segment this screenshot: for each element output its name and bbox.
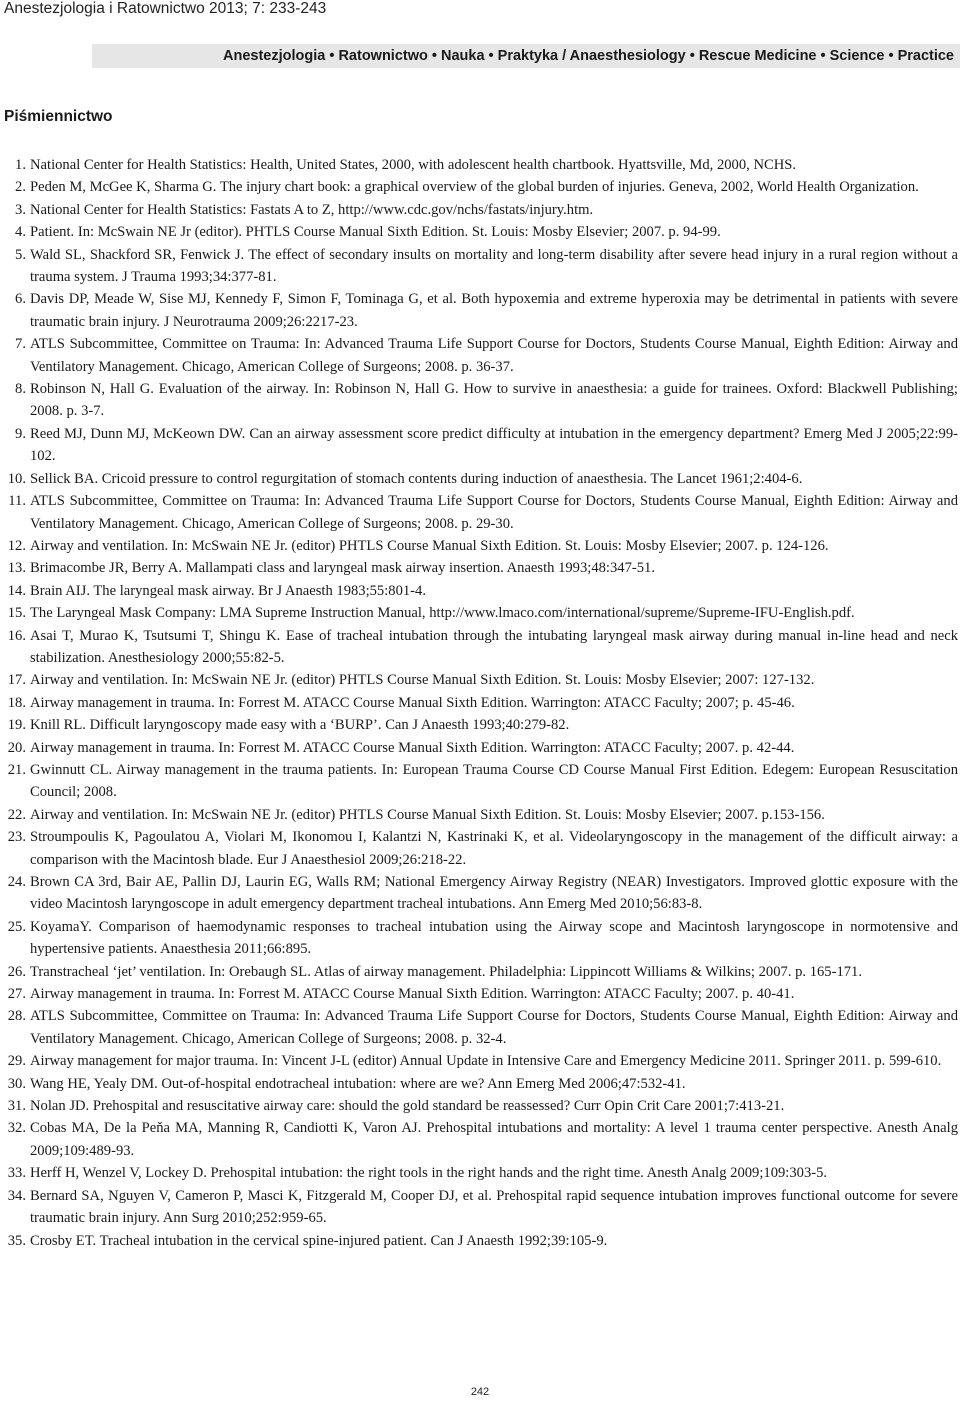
reference-number: 24. <box>7 874 26 890</box>
reference-text: Knill RL. Difficult laryngoscopy made easy with a ‘BURP’. Can J Anaesth 1993;40:279-82. <box>30 717 570 734</box>
reference-text: Asai T, Murao K, Tsutsumi T, Shingu K. Ease of tracheal intubation through the intubating laryngeal mask airway during manual in-line head and neck stabilization. Anesthesiology 2000;55:82-5. <box>30 627 958 666</box>
reference-item <box>0 759 960 804</box>
reference-text: Airway and ventilation. In: McSwain NE Jr. (editor) PHTLS Course Manual Sixth Edition. St. Louis: Mosby Elsevier; 2007. p. 124-126. <box>30 537 829 554</box>
reference-text: Airway management in trauma. In: Forrest M. ATACC Course Manual Sixth Edition. Warrington: ATACC Faculty; 2007. p. 40-41. <box>30 986 795 1003</box>
reference-number: 3. <box>15 201 26 218</box>
reference-text: The Laryngeal Mask Company: LMA Supreme Instruction Manual, http://www.lmaco.com/international/supreme/Supreme-IFU-English.pdf. <box>30 605 855 622</box>
reference-item <box>0 199 960 221</box>
journal-citation: Anestezjologia i Ratownictwo 2013; 7: 233-243 <box>4 0 327 17</box>
reference-text: ATLS Subcommittee, Committee on Trauma: In: Advanced Trauma Life Support Course for Doctors, Students Course Manual, Eighth Edition: Airway and Ventilatory Management. Chicago, American College of Surgeons; 2008. p. 29-30. <box>30 493 958 532</box>
reference-text: National Center for Health Statistics: Fastats A to Z, http://www.cdc.gov/nchs/fastats/injury.htm. <box>30 201 594 218</box>
reference-number: 14. <box>7 582 26 599</box>
reference-number: 32. <box>7 1120 26 1137</box>
reference-item <box>0 916 960 961</box>
reference-item <box>0 378 960 423</box>
page-number: 242 <box>470 1386 490 1398</box>
reference-text: Bernard SA, Nguyen V, Cameron P, Masci K, Fitzgerald M, Cooper DJ, et al. Prehospital rapid sequence intubation improves functional outcome for severe traumatic brain injury. Ann Surg 2010;252:959-65. <box>30 1187 958 1227</box>
reference-number: 29. <box>7 1053 26 1070</box>
reference-list <box>0 154 960 1252</box>
reference-text: Transtracheal ‘jet’ ventilation. In: Orebaugh SL. Atlas of airway management. Philadelphia: Lippincott Williams & Wilkins; 2007. p. 165-171. <box>30 963 862 980</box>
reference-text: Sellick BA. Cricoid pressure to control regurgitation of stomach contents during induction of anaesthesia. The Lancet 1961;2:404-6. <box>30 470 803 487</box>
reference-item <box>0 625 960 670</box>
reference-number: 7. <box>15 336 26 353</box>
reference-item <box>0 1050 960 1072</box>
reference-item <box>0 1185 960 1230</box>
reference-number: 19. <box>7 717 26 734</box>
reference-text: Brimacombe JR, Berry A. Mallampati class and laryngeal mask airway insertion. Anaesth 1993;48:347-51. <box>30 560 655 577</box>
reference-number: 18. <box>7 694 26 711</box>
reference-item <box>0 737 960 759</box>
reference-number: 15. <box>7 605 26 622</box>
reference-item <box>0 961 960 983</box>
reference-item <box>0 692 960 714</box>
reference-text: Brown CA 3rd, Bair AE, Pallin DJ, Laurin EG, Walls RM; National Emergency Airway Registry (NEAR) Investigators. Improved glottic exposure with the video Macintosh laryngoscope in adult emergency department tracheal intubations. Ann Emerg Med 2010;56:83-8. <box>30 874 958 913</box>
reference-item <box>0 535 960 557</box>
reference-text: KoyamaY. Comparison of haemodynamic responses to tracheal intubation using the Airway scope and Macintosh laryngoscope in normotensive and hypertensive patients. Anaesthesia 2011;66:895. <box>30 918 958 958</box>
reference-text: Airway and ventilation. In: McSwain NE Jr. (editor) PHTLS Course Manual Sixth Edition. St. Louis: Mosby Elsevier; 2007. p.153-156. <box>30 806 825 823</box>
reference-number: 9. <box>15 425 26 442</box>
reference-number: 28. <box>7 1008 26 1025</box>
reference-text: ATLS Subcommittee, Committee on Trauma: In: Advanced Trauma Life Support Course for Doctors, Students Course Manual, Eighth Edition: Airway and Ventilatory Management. Chicago, American College of Surgeons; 2008. p. 36-37. <box>30 336 958 375</box>
reference-number: 10. <box>7 470 26 487</box>
reference-text: Cobas MA, De la Peňa MA, Manning R, Candiotti K, Varon AJ. Prehospital intubations and mortality: A level 1 trauma center perspective. Anesth Analg 2009;109:489-93. <box>30 1120 958 1159</box>
reference-item <box>0 333 960 378</box>
reference-item <box>0 1162 960 1184</box>
reference-item <box>0 154 960 176</box>
section-title: Piśmiennictwo <box>4 108 113 125</box>
reference-number: 26. <box>7 963 26 980</box>
reference-number: 2. <box>15 179 26 196</box>
reference-number: 13. <box>7 560 26 577</box>
reference-item <box>0 871 960 916</box>
reference-item <box>0 983 960 1005</box>
reference-number: 27. <box>7 986 26 1003</box>
reference-text: Brain AIJ. The laryngeal mask airway. Br J Anaesth 1983;55:801-4. <box>30 582 426 599</box>
reference-number: 8. <box>15 381 26 398</box>
reference-number: 30. <box>7 1075 26 1092</box>
journal-banner: Anestezjologia • Ratownictwo • Nauka • Praktyka / Anaesthesiology • Rescue Medicine • Science • Practice <box>92 44 960 68</box>
reference-item <box>0 602 960 624</box>
reference-number: 35. <box>7 1232 26 1249</box>
reference-item <box>0 176 960 198</box>
reference-text: Stroumpoulis K, Pagoulatou A, Violari M, Ikonomou I, Kalantzi N, Kastrinaki K, et al. Videolaryngoscopy in the management of the difficult airway: a comparison with the Macintosh blade. Eur J Anaesthesiol 2009;26:218-22. <box>30 829 958 868</box>
reference-text: Wang HE, Yealy DM. Out-of-hospital endotracheal intubation: where are we? Ann Emerg Med 2006;47:532-41. <box>30 1075 686 1092</box>
reference-item <box>0 804 960 826</box>
reference-text: National Center for Health Statistics: Health, United States, 2000, with adolescent health chartbook. Hyattsville, Md, 2000, NCHS. <box>30 157 797 173</box>
reference-item <box>0 1005 960 1050</box>
reference-item <box>0 468 960 490</box>
reference-item <box>0 1095 960 1117</box>
reference-number: 21. <box>7 761 26 778</box>
reference-text: Reed MJ, Dunn MJ, McKeown DW. Can an airway assessment score predict difficulty at intubation in the emergency department? Emerg Med J 2005;22:99-102. <box>30 425 958 465</box>
reference-number: 23. <box>7 829 26 846</box>
reference-number: 12. <box>7 537 26 554</box>
reference-text: Wald SL, Shackford SR, Fenwick J. The effect of secondary insults on mortality and long-term disability after severe head injury in a rural region without a trauma system. J Trauma 1993;34:377-81. <box>30 246 958 286</box>
reference-text: Gwinnutt CL. Airway management in the trauma patients. In: European Trauma Course CD Course Manual First Edition. Edegem: European Resuscitation Council; 2008. <box>30 761 958 801</box>
reference-number: 22. <box>7 806 26 823</box>
reference-text: Peden M, McGee K, Sharma G. The injury chart book: a graphical overview of the global burden of injuries. Geneva, 2002, World Health Organization. <box>30 179 919 196</box>
reference-number: 17. <box>7 672 26 689</box>
reference-text: Airway and ventilation. In: McSwain NE Jr. (editor) PHTLS Course Manual Sixth Edition. St. Louis: Mosby Elsevier; 2007: 127-132. <box>30 672 815 689</box>
reference-number: 31. <box>7 1098 26 1115</box>
reference-item <box>0 1117 960 1162</box>
reference-text: ATLS Subcommittee, Committee on Trauma: In: Advanced Trauma Life Support Course for Doctors, Students Course Manual, Eighth Edition: Airway and Ventilatory Management. Chicago, American College of Surgeons; 2008. p. 32-4. <box>30 1008 958 1047</box>
reference-text: Crosby ET. Tracheal intubation in the cervical spine-injured patient. Can J Anaesth 1992;39:105-9. <box>30 1232 608 1249</box>
reference-text: Nolan JD. Prehospital and resuscitative airway care: should the gold standard be reassessed? Curr Opin Crit Care 2001;7:413-21. <box>30 1098 785 1115</box>
reference-item <box>0 669 960 691</box>
reference-text: Davis DP, Meade W, Sise MJ, Kennedy F, Simon F, Tominaga G, et al. Both hypoxemia and extreme hyperoxia may be detrimental in patients with severe traumatic brain injury. J Neurotrauma 2009;26:2217-23. <box>30 291 958 330</box>
reference-item <box>0 221 960 243</box>
reference-text: Patient. In: McSwain NE Jr (editor). PHTLS Course Manual Sixth Edition. St. Louis: Mosby Elsevier; 2007. p. 94-99. <box>30 224 721 241</box>
reference-item <box>0 1230 960 1252</box>
reference-item <box>0 557 960 579</box>
reference-number: 1. <box>15 157 26 173</box>
reference-text: Airway management in trauma. In: Forrest M. ATACC Course Manual Sixth Edition. Warrington: ATACC Faculty; 2007. p. 42-44. <box>30 739 795 756</box>
reference-item <box>0 580 960 602</box>
reference-item <box>0 288 960 333</box>
reference-number: 5. <box>15 246 26 263</box>
reference-text: Airway management for major trauma. In: Vincent J-L (editor) Annual Update in Intensive Care and Emergency Medicine 2011. Springer 2011. p. 599-610. <box>30 1053 942 1070</box>
reference-item <box>0 826 960 871</box>
reference-item <box>0 714 960 736</box>
reference-number: 20. <box>7 739 26 756</box>
reference-text: Airway management in trauma. In: Forrest M. ATACC Course Manual Sixth Edition. Warrington: ATACC Faculty; 2007; p. 45-46. <box>30 694 795 711</box>
reference-number: 16. <box>7 627 26 644</box>
reference-number: 33. <box>7 1165 26 1182</box>
reference-text: Herff H, Wenzel V, Lockey D. Prehospital intubation: the right tools in the right hands and the right time. Anesth Analg 2009;109:303-5. <box>30 1165 828 1182</box>
reference-item <box>0 490 960 535</box>
reference-item <box>0 244 960 289</box>
reference-number: 4. <box>15 224 26 241</box>
reference-number: 6. <box>15 291 26 308</box>
reference-number: 11. <box>8 493 26 510</box>
reference-number: 34. <box>7 1187 26 1204</box>
reference-text: Robinson N, Hall G. Evaluation of the airway. In: Robinson N, Hall G. How to survive in anaesthesia: a guide for trainees. Oxford: Blackwell Publishing; 2008. p. 3-7. <box>30 381 958 420</box>
reference-item <box>0 423 960 468</box>
reference-number: 25. <box>7 918 26 935</box>
reference-item <box>0 1073 960 1095</box>
